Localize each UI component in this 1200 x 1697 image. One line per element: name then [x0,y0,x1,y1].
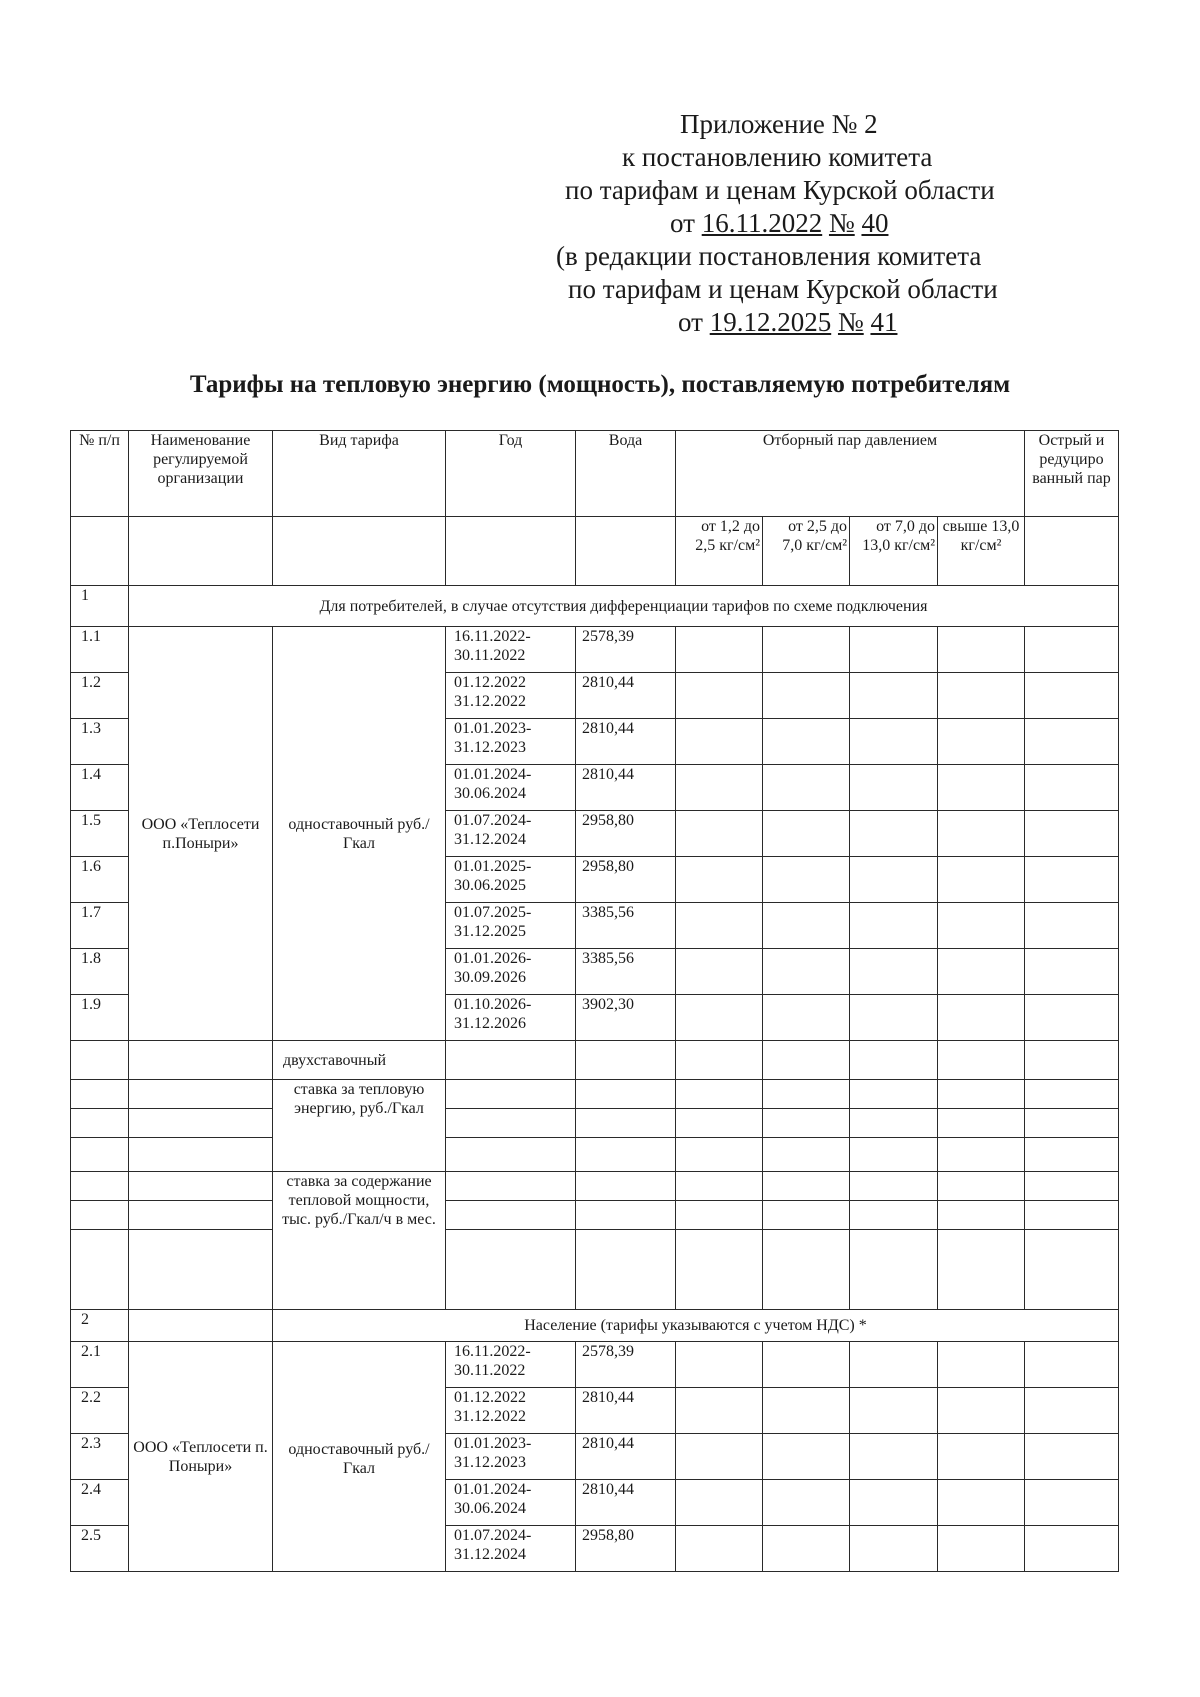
committee-name-2: по тарифам и ценам Курской области [568,274,998,304]
section-row [71,586,1119,627]
table-row: 2.2 01.12.2022 31.12.2022 2810,44 [71,1388,1119,1434]
section-number: 1 [71,586,129,627]
capacity-rate-label: ставка за содержание тепловой мощности, тыс. руб./Гкал/ч в мес. [273,1172,446,1310]
revision-date: 19.12.2025 [709,307,832,337]
appendix-number: Приложение № 2 [680,109,878,139]
energy-rate-label: ставка за тепловую энергию, руб./Гкал [273,1080,446,1172]
revision-number: 41 [870,307,898,337]
pressure-4-header: свыше 13,0 кг/см² [938,517,1025,586]
pressure-1-header: от 1,2 до 2,5 кг/см² [676,517,763,586]
col-org-header: Наименование регулируемой организации [129,431,273,517]
table-header-row [71,431,1119,517]
col-tariff-type-header: Вид тарифа [273,431,446,517]
organization-name: ООО «Теплосети п. Поныри» [129,1342,273,1572]
table-row: 1.6 01.01.2025- 30.06.2025 2958,80 [71,857,1119,903]
table-row: 2.5 01.07.2024- 31.12.2024 2958,80 [71,1526,1119,1572]
resolution-number: 40 [861,208,889,238]
table-row: 1.1 ООО «Теплосети п.Поныри» одноставочный руб./Гкал 16.11.2022- 30.11.2022 2578,39 [71,627,1119,673]
document-title: Тарифы на тепловую энергию (мощность), поставляемую потребителям [189,371,1011,398]
pressure-2-header: от 2,5 до 7,0 кг/см² [763,517,850,586]
tariff-type-single: одноставочный руб./Гкал [273,1342,446,1572]
table-row: 1.4 01.01.2024- 30.06.2024 2810,44 [71,765,1119,811]
table-subheader-row [71,517,1119,586]
col-steam-header: Отборный пар давлением [676,431,1025,517]
tariff-type-two-part: двухставочный [273,1041,446,1080]
organization-name: ООО «Теплосети п.Поныри» [129,627,273,1041]
table-row: 1.5 01.07.2024- 31.12.2024 2958,80 [71,811,1119,857]
energy-rate-row [71,1080,1119,1109]
tariff-type-single: одноставочный руб./Гкал [273,627,446,1041]
col-year-header: Год [446,431,576,517]
revision-note: (в редакции постановления комитета [556,241,982,271]
resolution-date: 16.11.2022 [701,208,823,238]
section-title: Для потребителей, в случае отсутствия дифференциации тарифов по схеме подключения [129,586,1119,627]
table-row: 2.4 01.01.2024- 30.06.2024 2810,44 [71,1480,1119,1526]
table-row: 2.3 01.01.2023- 31.12.2023 2810,44 [71,1434,1119,1480]
table-row: 1.9 01.10.2026- 31.12.2026 3902,30 [71,995,1119,1041]
section-title: Население (тарифы указываются с учетом НДС) * [273,1310,1119,1342]
col-sharp-steam-header: Острый и редуциро ванный пар [1025,431,1119,517]
col-water-header: Вода [576,431,676,517]
tariff-table [70,430,1119,1572]
table-row: 1.7 01.07.2025- 31.12.2025 3385,56 [71,903,1119,949]
col-num-header: № п/п [71,431,129,517]
committee-name: по тарифам и ценам Курской области [565,175,995,205]
revision-date-line: от 19.12.2025 № 41 [678,307,898,337]
resolution-ref: к постановлению комитета [622,142,933,172]
table-row: 2.1 ООО «Теплосети п. Поныри» одноставочный руб./Гкал 16.11.2022- 30.11.2022 2578,39 [71,1342,1119,1388]
pressure-3-header: от 7,0 до 13,0 кг/см² [850,517,938,586]
section-row [71,1310,1119,1342]
table-row: 1.2 01.12.2022 31.12.2022 2810,44 [71,673,1119,719]
resolution-date-line: от 16.11.2022 № 40 [670,208,889,238]
table-row: 1.8 01.01.2026- 30.09.2026 3385,56 [71,949,1119,995]
section-number: 2 [71,1310,129,1342]
table-row: 1.3 01.01.2023- 31.12.2023 2810,44 [71,719,1119,765]
capacity-rate-row [71,1172,1119,1201]
two-part-row [71,1041,1119,1080]
